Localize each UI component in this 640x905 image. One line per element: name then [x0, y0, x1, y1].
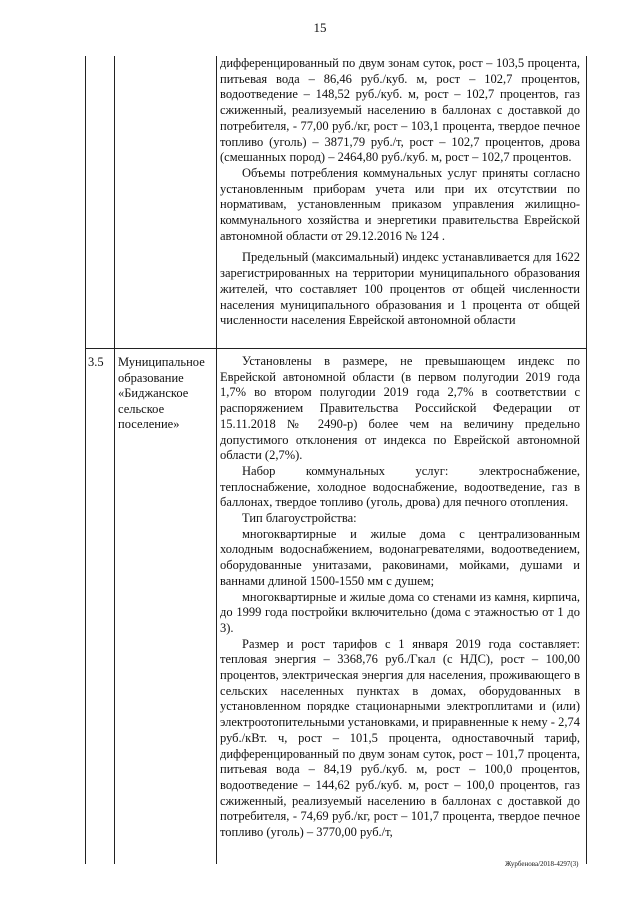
row-35-paragraph-5: многоквартирные и жилые дома со стенами из камня, кирпича, до 1999 года постройки включительно (дома с этажностью от 1 до 3).	[220, 589, 580, 635]
row-35-paragraph-2: Набор коммунальных услуг: электроснабжение, теплоснабжение, холодное водоснабжение, водоотведение, газ в баллонах, твердое топливо (уголь, дрова) для печного отопления.	[220, 463, 580, 510]
table-border-left	[85, 56, 86, 864]
row-35-paragraph-6: Размер и рост тарифов с 1 января 2019 года составляет: тепловая энергия – 3368,76 руб./Гкал (с НДС), рост – 100,00 процентов, электрическая энергия для населения, проживающего в сельских населенных пунктах в домах, оборудованных в установленном порядке стационарными электроплитами и (или) электроотопительными установками, и приравненные к нему - 2,74 руб./кВт. ч, рост – 101,5 процента, одноставочный тариф, дифференцированный по двум зонам суток, рост – 101,7 процента, питьевая вода – 84,19 руб./куб. м, рост – 100,0 процентов, водоотведение – 144,62 руб./куб. м, рост – 100,0 процентов, газ сжиженный, реализуемый населению в баллонах с доставкой до потребителя, - 74,69 руб./кг, рост – 101,7 процента, твердое печное топливо (уголь) – 3770,00 руб./т,	[220, 636, 580, 840]
row-separator	[85, 348, 587, 349]
row-prev-paragraph-2: Объемы потребления коммунальных услуг приняты согласно установленным приборам учета или при их отсутствии по нормативам, установленным приказом управления жилищно-коммунального хозяйства и энергетики правительства Еврейской автономной области от 29.12.2016 № 124 .	[220, 165, 580, 243]
row-number: 3.5	[88, 355, 104, 369]
municipality-name: Муниципальное образование «Биджанское сельское поселение»	[118, 355, 205, 431]
row-prev-paragraph-3: Предельный (максимальный) индекс устанавливается для 1622 зарегистрированных на территории муниципального образования жителей, что составляет 100 процентов от общей численности населения муниципального образования и 1 процента от общей численности населения Еврейской автономной области	[220, 250, 580, 328]
row-prev-paragraph-1: дифференцированный по двум зонам суток, рост – 103,5 процента, питьевая вода – 86,46 руб./куб. м, рост – 102,7 процентов, водоотведение – 148,52 руб./куб. м, рост – 102,7 процентов, газ сжиженный, реализуемый населению в баллонах с доставкой до потребителя, - 77,00 руб./кг, рост – 103,1 процента, твердое печное топливо (уголь) – 3871,79 руб./т, рост – 102,7 процентов, дрова (смешанных пород) – 2464,80 руб./куб. м, рост – 102,7 процентов.	[220, 56, 580, 165]
row-prev-content	[220, 56, 580, 329]
table-divider-2	[216, 56, 217, 864]
table-divider-1	[114, 56, 115, 864]
table-border-right	[586, 56, 587, 864]
row-35-content	[220, 354, 580, 841]
row-35-paragraph-1: Установлены в размере, не превышающем индекс по Еврейской автономной области (в первом полугодии 2019 года 1,7% во втором полугодии 2019 года 2,7% в соответствии с распоряжением Правительства Российской Федерации от 15.11.2018 № 2490-р) более чем на величину предельно допустимого отклонения от индекса по Еврейской автономной области (2,7%).	[220, 354, 580, 463]
footer-code: Журбенова/2018-4297(3)	[505, 860, 579, 868]
row-35-paragraph-3: Тип благоустройства:	[242, 511, 357, 526]
row-35-paragraph-4: многоквартирные и жилые дома с централизованным холодным водоснабжением, водонагревателями, водоотведением, оборудованные унитазами, раковинами, мойками, душами и ваннами длиной 1500-1550 мм с душем;	[220, 526, 580, 588]
tariff-table	[85, 56, 587, 864]
page-number: 15	[313, 20, 327, 35]
